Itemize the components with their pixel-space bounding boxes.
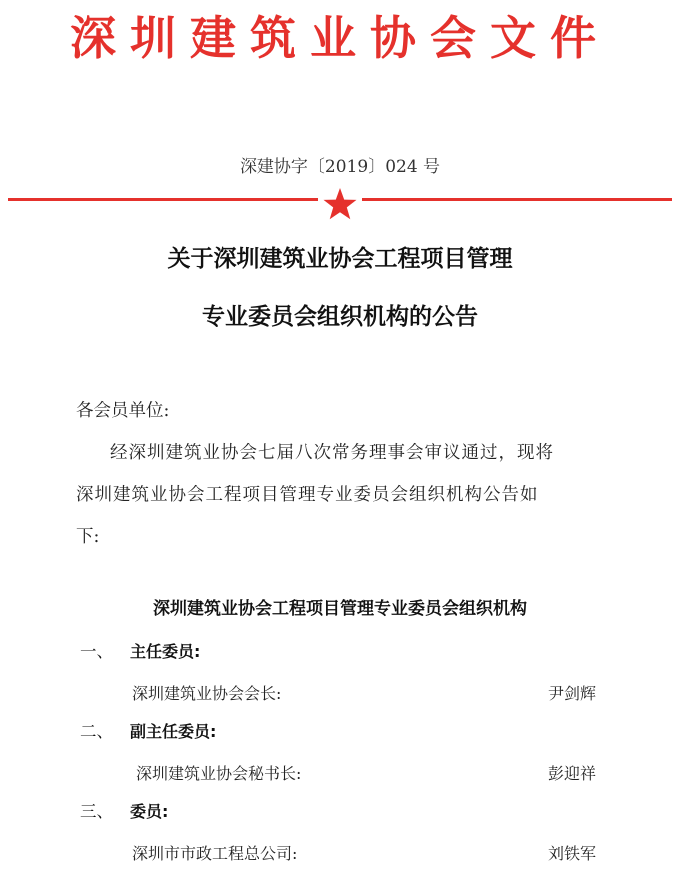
section-number: 三、 [80, 802, 113, 821]
member-organization: 深圳建筑业协会秘书长: [136, 764, 302, 783]
org-structure-title: 深圳建筑业协会工程项目管理专业委员会组织机构 [153, 599, 527, 619]
paragraph-line-1: 经深圳建筑业协会七届八次常务理事会审议通过，现将 [110, 443, 554, 463]
document-title-line-2: 专业委员会组织机构的公告 [202, 304, 478, 330]
member-name: 尹剑辉 [547, 684, 596, 703]
section-number: 二、 [80, 722, 113, 741]
red-rule-right [362, 198, 672, 201]
member-name: 刘铁军 [547, 844, 596, 863]
masthead-title: 深圳建筑业协会文件 [70, 11, 610, 65]
section-heading: 委员: [130, 802, 169, 821]
section-number: 一、 [80, 642, 113, 661]
member-organization: 深圳市市政工程总公司: [132, 844, 298, 863]
red-star-icon [322, 186, 358, 222]
member-organization: 深圳建筑业协会会长: [132, 684, 282, 703]
salutation: 各会员单位: [76, 401, 170, 421]
section-heading: 主任委员: [130, 642, 201, 661]
member-name: 彭迎祥 [547, 764, 596, 783]
red-rule-left [8, 198, 318, 201]
section-heading: 副主任委员: [130, 722, 217, 741]
document-number: 深建协字〔2019〕024 号 [239, 157, 441, 177]
paragraph-line-3: 下: [76, 527, 100, 547]
document-title-line-1: 关于深圳建筑业协会工程项目管理 [167, 246, 513, 272]
paragraph-line-2: 深圳建筑业协会工程项目管理专业委员会组织机构公告如 [76, 485, 539, 505]
